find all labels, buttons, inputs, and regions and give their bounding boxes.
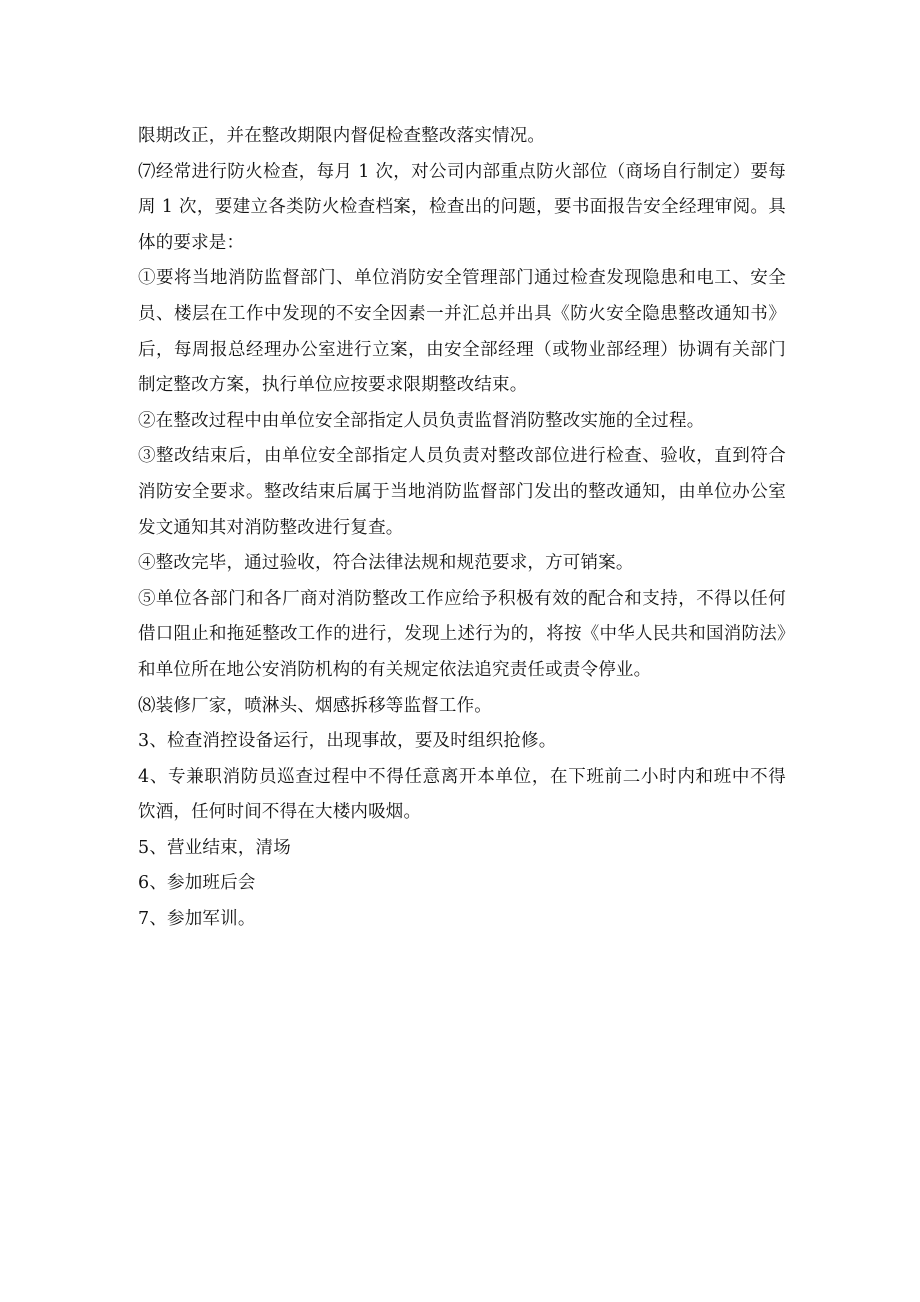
paragraph-requirement-3: ③整改结束后，由单位安全部指定人员负责对整改部位进行检查、验收，直到符合消防安全要求。整改结束后属于当地消防监督部门发出的整改通知，由单位办公室发文通知其对消防整改进行复查。 — [138, 446, 786, 538]
paragraph-item-7: 7、参加军训。 — [138, 909, 256, 930]
paragraph-rectify-deadline: 限期改正，并在整改期限内督促检查整改落实情况。 — [138, 126, 546, 146]
paragraph-item-5: 5、营业结束，清场 — [138, 837, 291, 858]
paragraph-item-7-fire-inspection: ⑺经常进行防火检查，每月 1 次，对公司内部重点防火部位（商场自行制定）要每周 1 次，要建立各类防火检查档案，检查出的问题，要书面报告安全经理审阅。具体的要求是： — [138, 161, 786, 253]
paragraph-requirement-2: ②在整改过程中由单位安全部指定人员负责监督消防整改实施的全过程。 — [138, 410, 705, 431]
paragraph-requirement-4: ④整改完毕，通过验收，符合法律法规和规范要求，方可销案。 — [138, 553, 634, 574]
paragraph-requirement-1: ①要将当地消防监督部门、单位消防安全管理部门通过检查发现隐患和电工、安全员、楼层在工作中发现的不安全因素一并汇总并出具《防火安全隐患整改通知书》后，每周报总经理办公室进行立案，由安全部经理（或物业部经理）协调有关部门制定整改方案，执行单位应按要求限期整改结束。 — [138, 268, 786, 396]
paragraph-requirement-5: ⑤单位各部门和各厂商对消防整改工作应给予积极有效的配合和支持，不得以任何借口阻止和拖延整改工作的进行，发现上述行为的，将按《中华人民共和国消防法》和单位所在地公安消防机构的有关规定依法追究责任或责令停业。 — [138, 588, 786, 680]
paragraph-item-6: 6、参加班后会 — [138, 873, 256, 894]
document-body — [138, 119, 786, 938]
paragraph-item-8-decoration: ⑻装修厂家，喷淋头、烟感拆移等监督工作。 — [138, 695, 492, 716]
paragraph-item-4: 4、专兼职消防员巡查过程中不得任意离开本单位，在下班前二小时内和班中不得饮酒，任何时间不得在大楼内吸烟。 — [138, 766, 786, 823]
paragraph-item-3: 3、检查消控设备运行，出现事故，要及时组织抢修。 — [138, 731, 557, 752]
